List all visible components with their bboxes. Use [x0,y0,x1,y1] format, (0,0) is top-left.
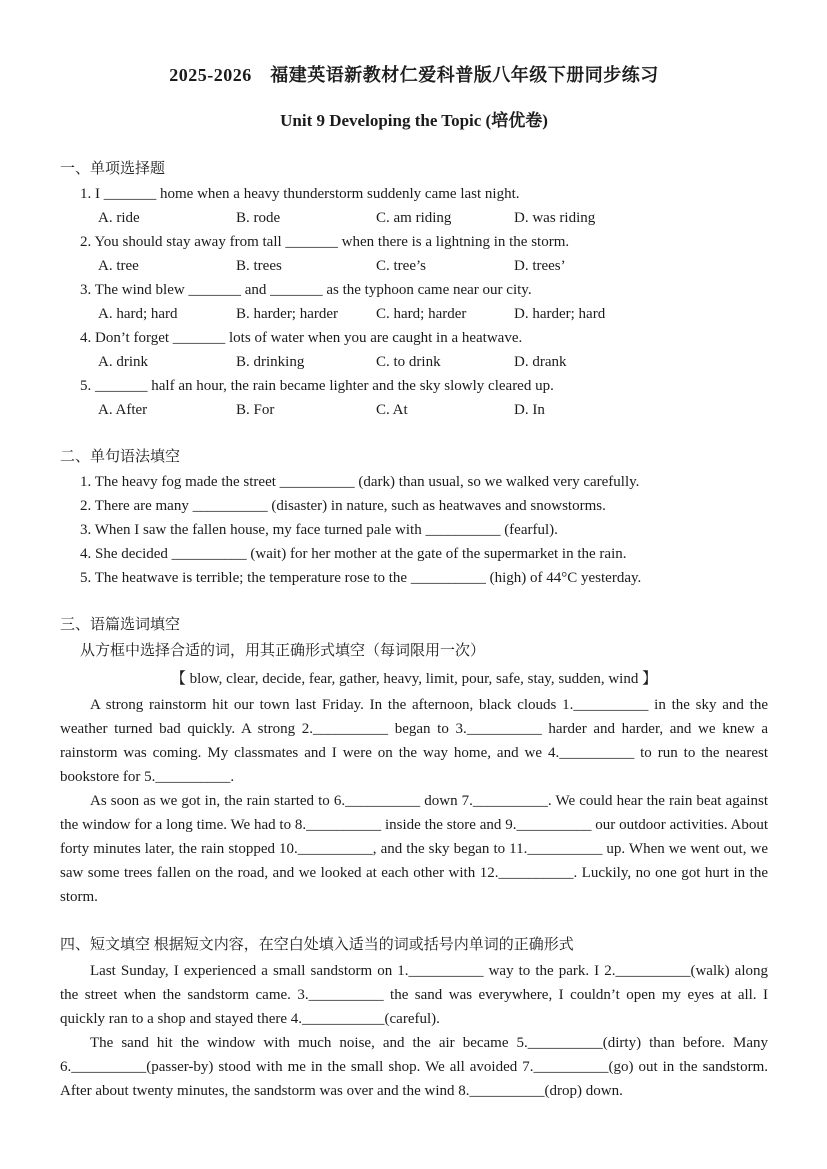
question-4 [60,326,768,374]
doc-subtitle: Unit 9 Developing the Topic (培优卷) [280,111,548,130]
question-4-stem: 4. Don’t forget _______ lots of water when you are caught in a heatwave. [80,330,523,346]
question-5-option-a: A. After [98,402,148,418]
fill-item-4: 4. She decided __________ (wait) for her mother at the gate of the supermarket in the rain. [80,546,627,562]
question-2-option-d: D. trees’ [514,258,566,274]
question-3-options [60,302,768,326]
question-1 [60,182,768,230]
section2-heading: 二、单句语法填空 [60,449,181,465]
question-2-options [60,254,768,278]
question-2-stem: 2. You should stay away from tall _______ when there is a lightning in the storm. [80,234,570,250]
section3-heading: 三、语篇选词填空 [60,617,181,633]
question-2-option-a: A. tree [98,258,139,274]
question-5-stem: 5. _______ half an hour, the rain became lighter and the sky slowly cleared up. [80,378,554,394]
question-5-options [60,398,768,422]
question-1-option-b: B. rode [236,210,281,226]
section4-heading: 四、短文填空 根据短文内容，在空白处填入适当的词或括号内单词的正确形式 [60,937,574,953]
question-1-stem: 1. I _______ home when a heavy thunderstorm suddenly came last night. [80,186,520,202]
question-1-option-a: A. ride [98,210,140,226]
question-2-option-c: C. tree’s [376,258,426,274]
question-2-option-b: B. trees [236,258,282,274]
question-3-option-a: A. hard; hard [98,306,178,322]
question-4-option-a: A. drink [98,354,148,370]
section1-heading: 一、单项选择题 [60,161,166,177]
question-4-options [60,350,768,374]
section-multiple-choice [60,156,768,422]
fill-item-1: 1. The heavy fog made the street __________ (dark) than usual, so we walked very carefully. [80,474,640,490]
question-1-option-d: D. was riding [514,210,596,226]
question-5-option-c: C. At [376,402,408,418]
question-3-option-b: B. harder; harder [236,306,339,322]
fill-item-3: 3. When I saw the fallen house, my face turned pale with __________ (fearful). [80,522,558,538]
section3-instruction: 从方框中选择合适的词，用其正确形式填空（每词限用一次） [80,643,486,659]
passage-paragraph-1: Last Sunday, I experienced a small sandstorm on 1.__________ way to the park. I 2.__________(walk) along the street when the sandstorm came. 3.__________ the sand was everywhere, I couldn’t open my eyes at all. I quickly ran to a shop and stayed there 4.___________(careful). [60,963,768,1027]
question-3-option-d: D. harder; hard [514,306,606,322]
question-3-option-c: C. hard; harder [376,306,467,322]
question-1-option-c: C. am riding [376,210,452,226]
question-1-options [60,206,768,230]
section-sentence-fill [60,444,768,590]
word-bank: 【 blow, clear, decide, fear, gather, heavy, limit, pour, safe, stay, sudden, wind 】 [170,671,658,687]
fill-item-2: 2. There are many __________ (disaster) in nature, such as heatwaves and snowstorms. [80,498,606,514]
question-3 [60,278,768,326]
question-4-option-d: D. drank [514,354,567,370]
question-5 [60,374,768,422]
section-word-bank-cloze [60,612,768,909]
passage-paragraph-2: The sand hit the window with much noise, and the air became 5.__________(dirty) than before. Many 6.__________(passer-by) stood with me in the small shop. We all avoided 7.__________(go) out in the sandstorm. After about twenty minutes, the sandstorm was over and the wind 8.__________(drop) down. [60,1035,768,1099]
doc-title: 2025-2026 福建英语新教材仁爱科普版八年级下册同步练习 [169,65,659,85]
question-2 [60,230,768,278]
question-5-option-b: B. For [236,402,275,418]
section-passage-fill [60,931,768,1103]
cloze-paragraph-2: As soon as we got in, the rain started to 6.__________ down 7.__________. We could hear the rain beat against the window for a long time. We had to 8.__________ inside the store and 9.__________ our outdoor activities. About forty minutes later, the rain stopped 10.__________, and the sky began to 11.__________ up. When we went out, we saw some trees fallen on the road, and we looked at each other with 12.__________. Luckily, no one got hurt in the storm. [60,793,768,905]
cloze-paragraph-1: A strong rainstorm hit our town last Friday. In the afternoon, black clouds 1.__________ in the sky and the weather turned bad quickly. A strong 2.__________ began to 3.__________ harder and harder, and we knew a rainstorm was coming. My classmates and I were on the way home, and we 4.__________ to run to the nearest bookstore for 5.__________. [60,697,768,785]
question-5-option-d: D. In [514,402,545,418]
question-3-stem: 3. The wind blew _______ and _______ as the typhoon came near our city. [80,282,532,298]
question-4-option-b: B. drinking [236,354,305,370]
question-4-option-c: C. to drink [376,354,441,370]
fill-item-5: 5. The heatwave is terrible; the temperature rose to the __________ (high) of 44°C yesterday. [80,570,642,586]
